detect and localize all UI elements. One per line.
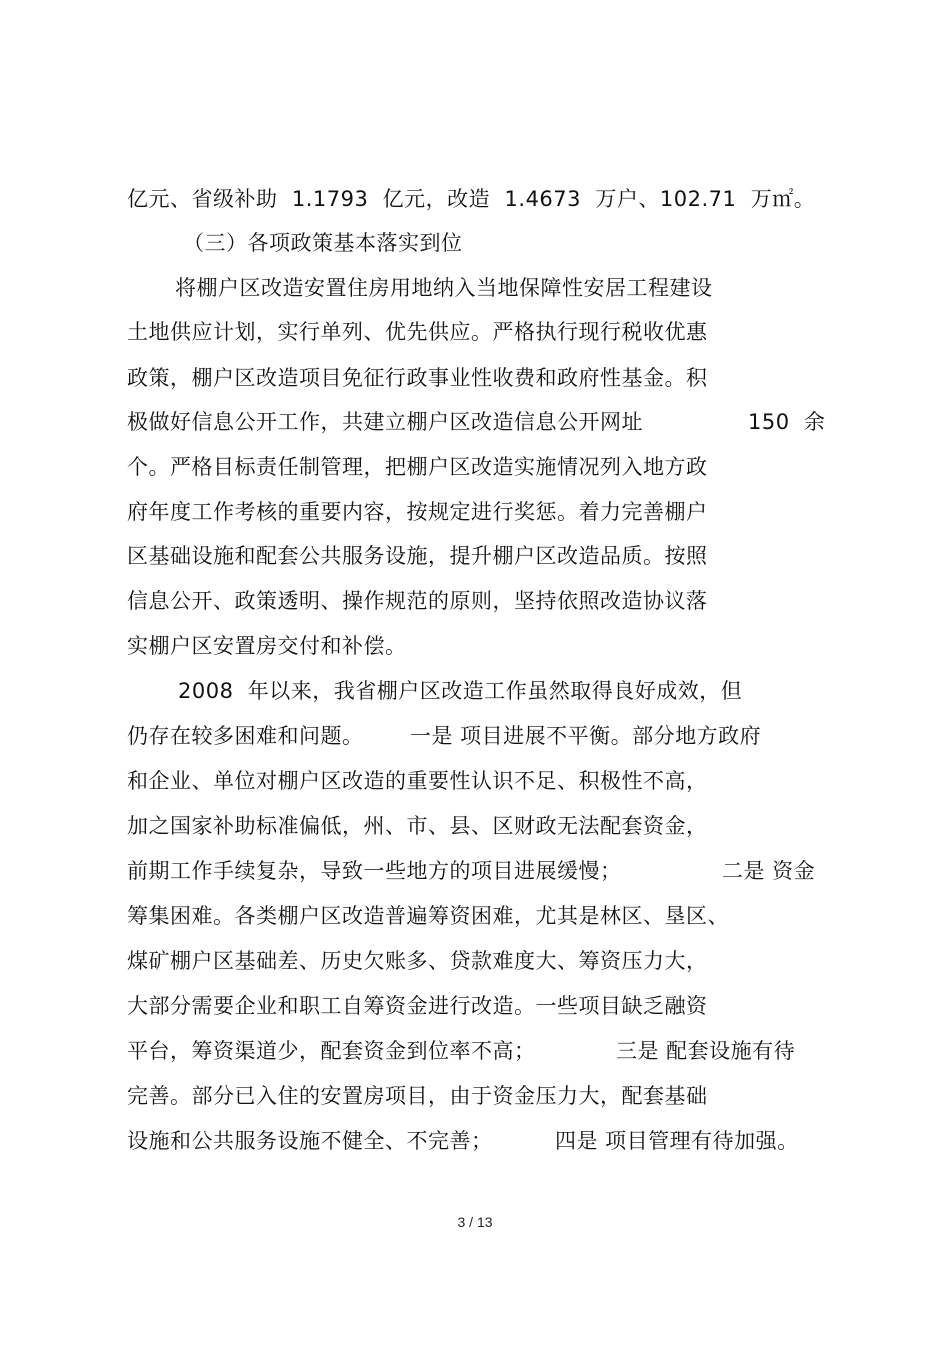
paragraph-line: 区基础设施和配套公共服务设施，提升棚户区改造品质。按照 bbox=[127, 544, 708, 568]
paragraph-line: 前期工作手续复杂，导致一些地方的项目进展缓慢； bbox=[127, 859, 622, 883]
paragraph-line: 煤矿棚户区基础差、历史欠账多、贷款难度大、筹资压力大， bbox=[127, 949, 708, 973]
paragraph-line: 完善。部分已入住的安置房项目，由于资金压力大，配套基础 bbox=[127, 1084, 708, 1108]
paragraph-line: 加之国家补助标准偏低，州、市、县、区财政无法配套资金， bbox=[127, 814, 708, 838]
paragraph-line: 大部分需要企业和职工自筹资金进行改造。一些项目缺乏融资 bbox=[127, 994, 708, 1018]
paragraph-line-tail: 二是 资金 bbox=[722, 859, 816, 883]
paragraph-line: 仍存在较多困难和问题。 bbox=[127, 724, 364, 748]
section-heading: （三）各项政策基本落实到位 bbox=[183, 231, 463, 255]
paragraph-line-tail: 三是 配套设施有待 bbox=[616, 1039, 796, 1063]
page-number: 3 / 13 bbox=[457, 1214, 493, 1230]
paragraph-line: 平台，筹资渠道少，配套资金到位率不高； bbox=[127, 1039, 536, 1063]
paragraph-line: 筹集困难。各类棚户区改造普遍筹资困难，尤其是林区、垦区、 bbox=[127, 904, 729, 928]
paragraph-line: 土地供应计划，实行单列、优先供应。严格执行现行税收优惠 bbox=[127, 320, 708, 344]
paragraph-line-tail: 一是 项目进展不平衡。部分地方政府 bbox=[410, 724, 762, 748]
paragraph-line: 2008 年以来，我省棚户区改造工作虽然取得良好成效，但 bbox=[178, 679, 743, 703]
paragraph-line: 亿元、省级补助 1.1793 亿元，改造 1.4673 万户、102.71 万㎡。 bbox=[127, 187, 816, 211]
paragraph-line-tail: 150 余 bbox=[748, 410, 826, 434]
paragraph-line: 设施和公共服务设施不健全、不完善； bbox=[127, 1129, 493, 1153]
paragraph-line: 实棚户区安置房交付和补偿。 bbox=[127, 634, 407, 658]
paragraph-line: 信息公开、政策透明、操作规范的原则，坚持依照改造协议落 bbox=[127, 589, 708, 613]
paragraph-line: 和企业、单位对棚户区改造的重要性认识不足、积极性不高， bbox=[127, 769, 708, 793]
paragraph-line: 政策，棚户区改造项目免征行政事业性收费和政府性基金。积 bbox=[127, 366, 708, 390]
paragraph-line: 个。严格目标责任制管理，把棚户区改造实施情况列入地方政 bbox=[127, 455, 708, 479]
paragraph-line: 将棚户区改造安置住房用地纳入当地保障性安居工程建设 bbox=[175, 276, 713, 300]
paragraph-line-tail: 四是 项目管理有待加强。 bbox=[555, 1129, 799, 1153]
paragraph-line: 极做好信息公开工作，共建立棚户区改造信息公开网址 bbox=[127, 410, 643, 434]
paragraph-line: 府年度工作考核的重要内容，按规定进行奖惩。着力完善棚户 bbox=[127, 500, 708, 524]
